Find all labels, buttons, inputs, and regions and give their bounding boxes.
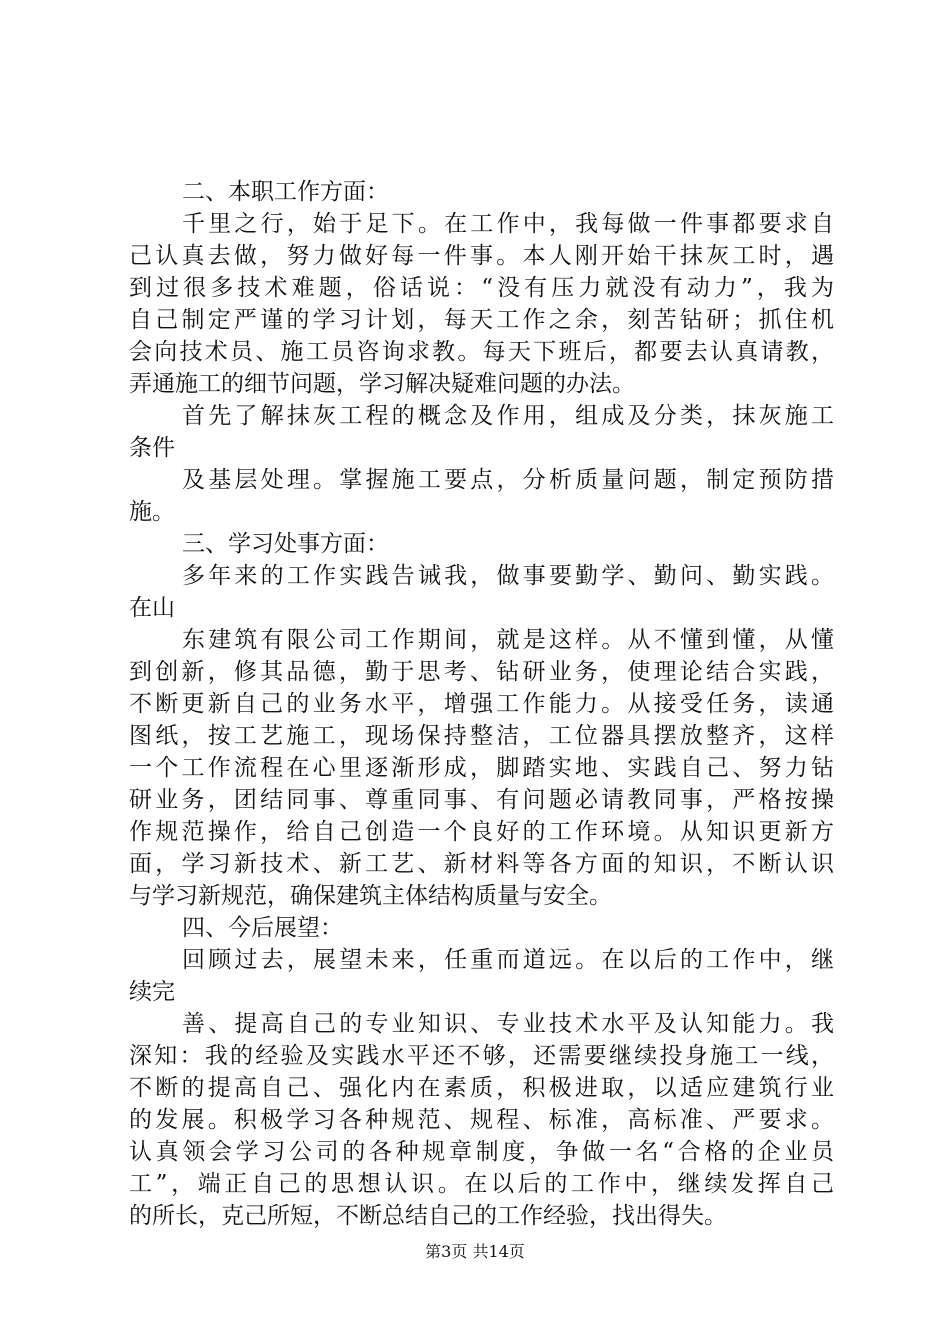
text-line: 研业务，团结同事、尊重同事、有问题必请教同事，严格按操 [129, 787, 834, 813]
text-line: 到过很多技术难题，俗话说：“没有压力就没有动力”，我为 [129, 275, 834, 301]
text-line: 回顾过去，展望未来，任重而道远。在以后的工作中，继 [182, 947, 834, 973]
text-line: 在山 [129, 595, 175, 621]
text-line: 弄通施工的细节问题，学习解决疑难问题的办法。 [129, 371, 635, 397]
text-line: 二、本职工作方面： [182, 179, 389, 205]
text-line: 的发展。积极学习各种规范、规程、标准，高标准、严要求。 [129, 1107, 834, 1133]
text-line: 千里之行，始于足下。在工作中，我每做一件事都要求自 [182, 211, 834, 237]
text-line: 一个工作流程在心里逐渐形成，脚踏实地、实践自己、努力钻 [129, 755, 834, 781]
page-number-footer: 第3页 共14页 [425, 1242, 525, 1261]
text-line: 工”，端正自己的思想认识。在以后的工作中，继续发挥自己 [129, 1171, 834, 1197]
text-line: 与学习新规范，确保建筑主体结构质量与安全。 [129, 883, 612, 909]
text-line: 不断的提高自己、强化内在素质，积极进取，以适应建筑行业 [129, 1075, 834, 1101]
text-line: 施。 [129, 499, 175, 525]
text-line: 作规范操作，给自己创造一个良好的工作环境。从知识更新方 [129, 819, 834, 845]
text-line: 三、学习处事方面： [182, 531, 389, 557]
document-body [129, 176, 834, 1232]
text-line: 及基层处理。掌握施工要点，分析质量问题，制定预防措 [182, 467, 834, 493]
text-line: 图纸，按工艺施工，现场保持整洁，工位器具摆放整齐，这样 [129, 723, 834, 749]
text-line: 条件 [129, 435, 175, 461]
text-line: 多年来的工作实践告诫我，做事要勤学、勤问、勤实践。 [182, 563, 834, 589]
text-line: 面，学习新技术、新工艺、新材料等各方面的知识，不断认识 [129, 851, 834, 877]
text-line: 会向技术员、施工员咨询求教。每天下班后，都要去认真请教， [129, 339, 834, 365]
text-line: 东建筑有限公司工作期间，就是这样。从不懂到懂，从懂 [182, 627, 834, 653]
text-line: 续完 [129, 979, 175, 1005]
text-line: 认真领会学习公司的各种规章制度，争做一名“合格的企业员 [129, 1139, 834, 1165]
text-line: 深知：我的经验及实践水平还不够，还需要继续投身施工一线， [129, 1043, 834, 1069]
text-line: 善、提高自己的专业知识、专业技术水平及认知能力。我 [182, 1011, 834, 1037]
text-line: 的所长，克己所短，不断总结自己的工作经验，找出得失。 [129, 1203, 727, 1229]
text-line: 四、今后展望： [182, 915, 343, 941]
text-line: 不断更新自己的业务水平，增强工作能力。从接受任务，读通 [129, 691, 834, 717]
text-line: 到创新，修其品德，勤于思考、钻研业务，使理论结合实践， [129, 659, 834, 685]
text-line: 己认真去做，努力做好每一件事。本人刚开始干抹灰工时，遇 [129, 243, 834, 269]
text-line: 首先了解抹灰工程的概念及作用，组成及分类，抹灰施工 [182, 403, 834, 429]
text-line: 自己制定严谨的学习计划，每天工作之余，刻苦钻研；抓住机 [129, 307, 834, 333]
